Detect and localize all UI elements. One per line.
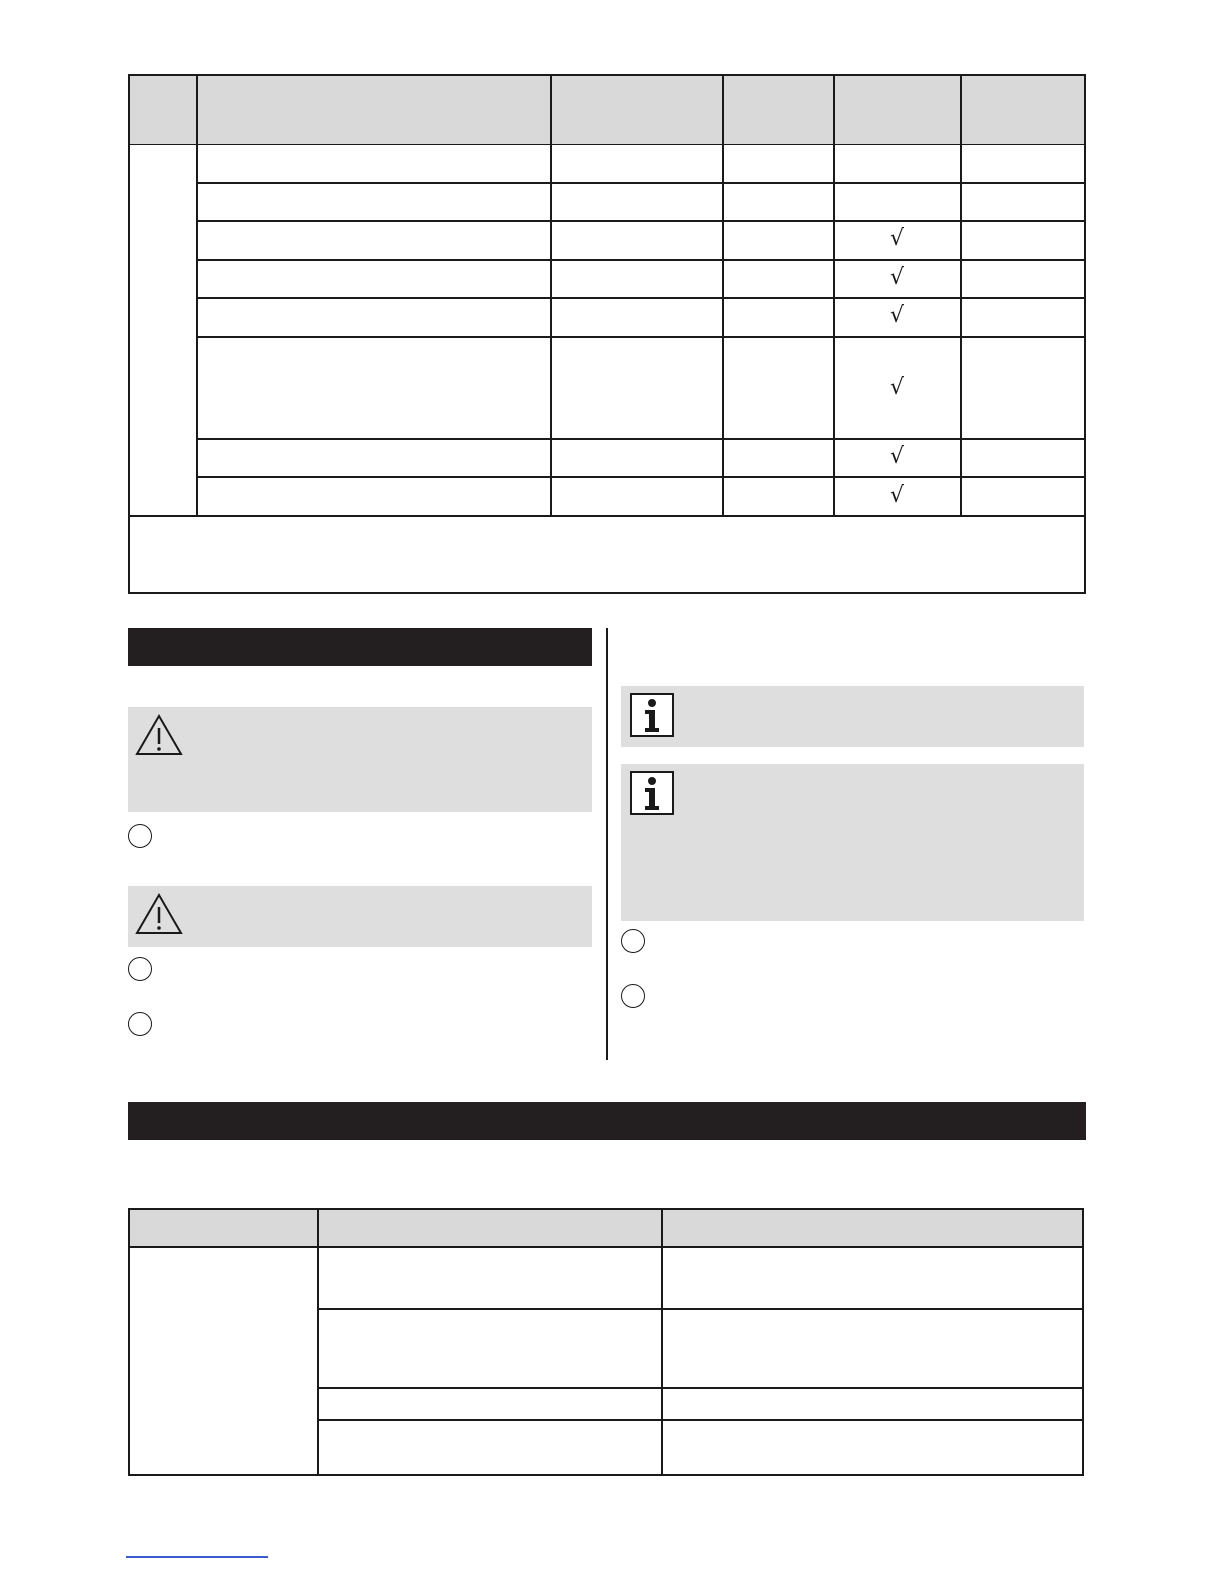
warning-callout [128,707,592,812]
step-marker [621,984,645,1008]
check-mark: √ [889,265,905,290]
table-row-line [196,259,1084,261]
table-divider [196,76,198,516]
info-callout [621,686,1084,747]
table-row-line [196,182,1084,184]
table-row-line [196,438,1084,440]
section-bar-left [128,628,592,666]
table-divider [833,76,835,516]
check-mark: √ [889,375,905,400]
step-marker [621,929,645,953]
table-divider [550,76,552,516]
top-table-footer [130,516,1084,592]
page-link-underline[interactable] [126,1556,268,1558]
check-mark: √ [889,444,905,469]
check-mark: √ [889,483,905,508]
warning-triangle-icon [134,713,184,757]
step-marker [128,824,152,848]
info-icon [630,693,674,737]
check-mark: √ [889,226,905,251]
step-marker [128,957,152,981]
step-marker [128,1012,152,1036]
warning-callout [128,886,592,947]
check-mark: √ [889,303,905,328]
warning-triangle-icon [134,892,184,936]
top-table-header [130,76,1084,145]
table-row-line [196,220,1084,222]
bottom-table-header [130,1210,1082,1248]
table-row-line [318,1387,1082,1389]
table-row-line [196,476,1084,478]
table-divider [661,1210,663,1474]
table-divider [960,76,962,516]
table-row-line [196,297,1084,299]
table-divider [722,76,724,516]
info-callout [621,764,1084,921]
column-divider [606,628,608,1060]
info-icon [630,771,674,815]
bottom-table [128,1208,1084,1476]
table-row-line [318,1308,1082,1310]
table-row-line [196,336,1084,338]
top-table [128,74,1086,594]
section-bar-full [128,1102,1086,1140]
table-row-line [318,1419,1082,1421]
table-divider [317,1210,319,1474]
